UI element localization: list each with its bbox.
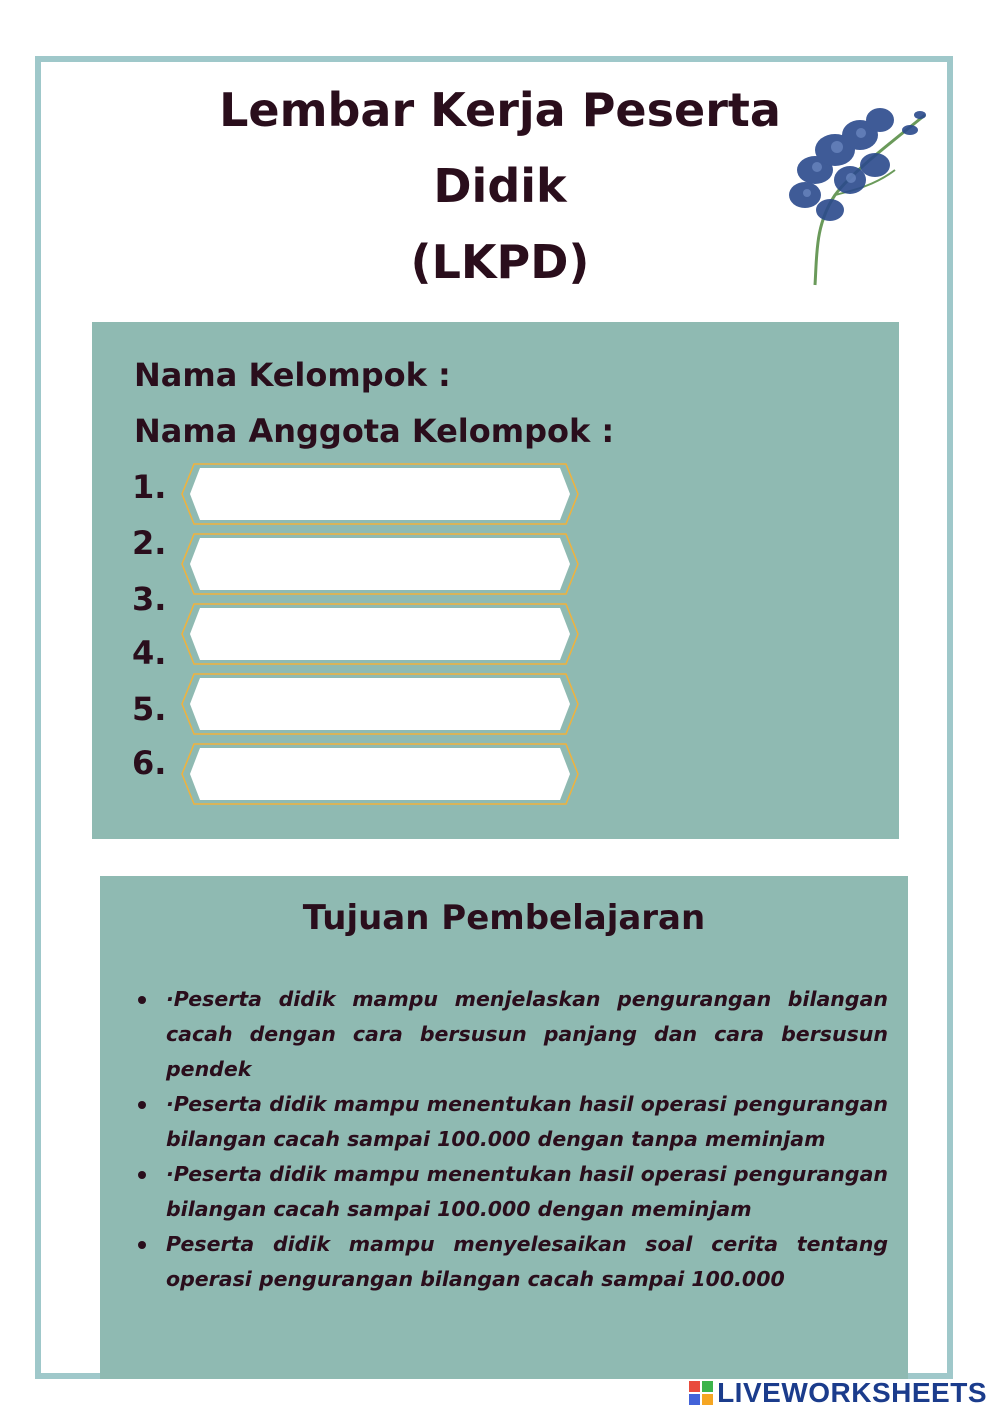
member-row-1 — [132, 460, 592, 528]
objective-item: Peserta didik mampu menyelesaikan soal cerita tentang operasi pengurangan bilangan cacah sampai 100.000 — [134, 1227, 888, 1297]
member-name-input-1[interactable] — [180, 460, 580, 528]
member-row-5 — [132, 670, 172, 738]
member-number: 2. — [132, 524, 167, 562]
group-name-label: Nama Kelompok : — [134, 356, 451, 394]
objectives-heading: Tujuan Pembelajaran — [302, 898, 706, 938]
watermark-text: LIVEWORKSHEETS — [717, 1377, 987, 1408]
member-name-input-6[interactable] — [180, 740, 580, 808]
member-name-input-2[interactable] — [180, 530, 580, 598]
title-line-1: Lembar Kerja Peserta — [219, 83, 781, 137]
liveworksheets-logo-icon — [689, 1381, 713, 1405]
page-title — [150, 72, 850, 300]
member-number: 4. — [132, 634, 167, 672]
group-members-label: Nama Anggota Kelompok : — [134, 412, 615, 450]
member-name-input-4[interactable] — [180, 670, 580, 738]
member-number: 5. — [132, 690, 167, 728]
watermark — [689, 1377, 987, 1409]
member-row-4 — [132, 634, 592, 738]
member-name-input-3[interactable] — [180, 600, 580, 668]
objective-item: ·Peserta didik mampu menentukan hasil operasi pengurangan bilangan cacah sampai 100.000 dengan tanpa meminjam — [134, 1087, 888, 1157]
title-line-3: (LKPD) — [410, 235, 590, 289]
objectives-list — [134, 982, 888, 1297]
objective-item: ·Peserta didik mampu menjelaskan pengurangan bilangan cacah dengan cara bersusun panjang dan cara bersusun pendek — [134, 982, 888, 1087]
blue-flower-icon — [775, 95, 940, 290]
member-number: 6. — [132, 744, 167, 782]
member-number: 3. — [132, 580, 167, 618]
learning-objectives-panel — [100, 876, 908, 1379]
group-info-panel — [92, 322, 899, 839]
member-row-3 — [132, 580, 592, 668]
member-row-6 — [180, 740, 580, 808]
objective-item: ·Peserta didik mampu menentukan hasil operasi pengurangan bilangan cacah sampai 100.000 dengan meminjam — [134, 1157, 888, 1227]
member-number: 1. — [132, 468, 167, 506]
member-row-2 — [132, 524, 592, 598]
title-line-2: Didik — [433, 159, 567, 213]
